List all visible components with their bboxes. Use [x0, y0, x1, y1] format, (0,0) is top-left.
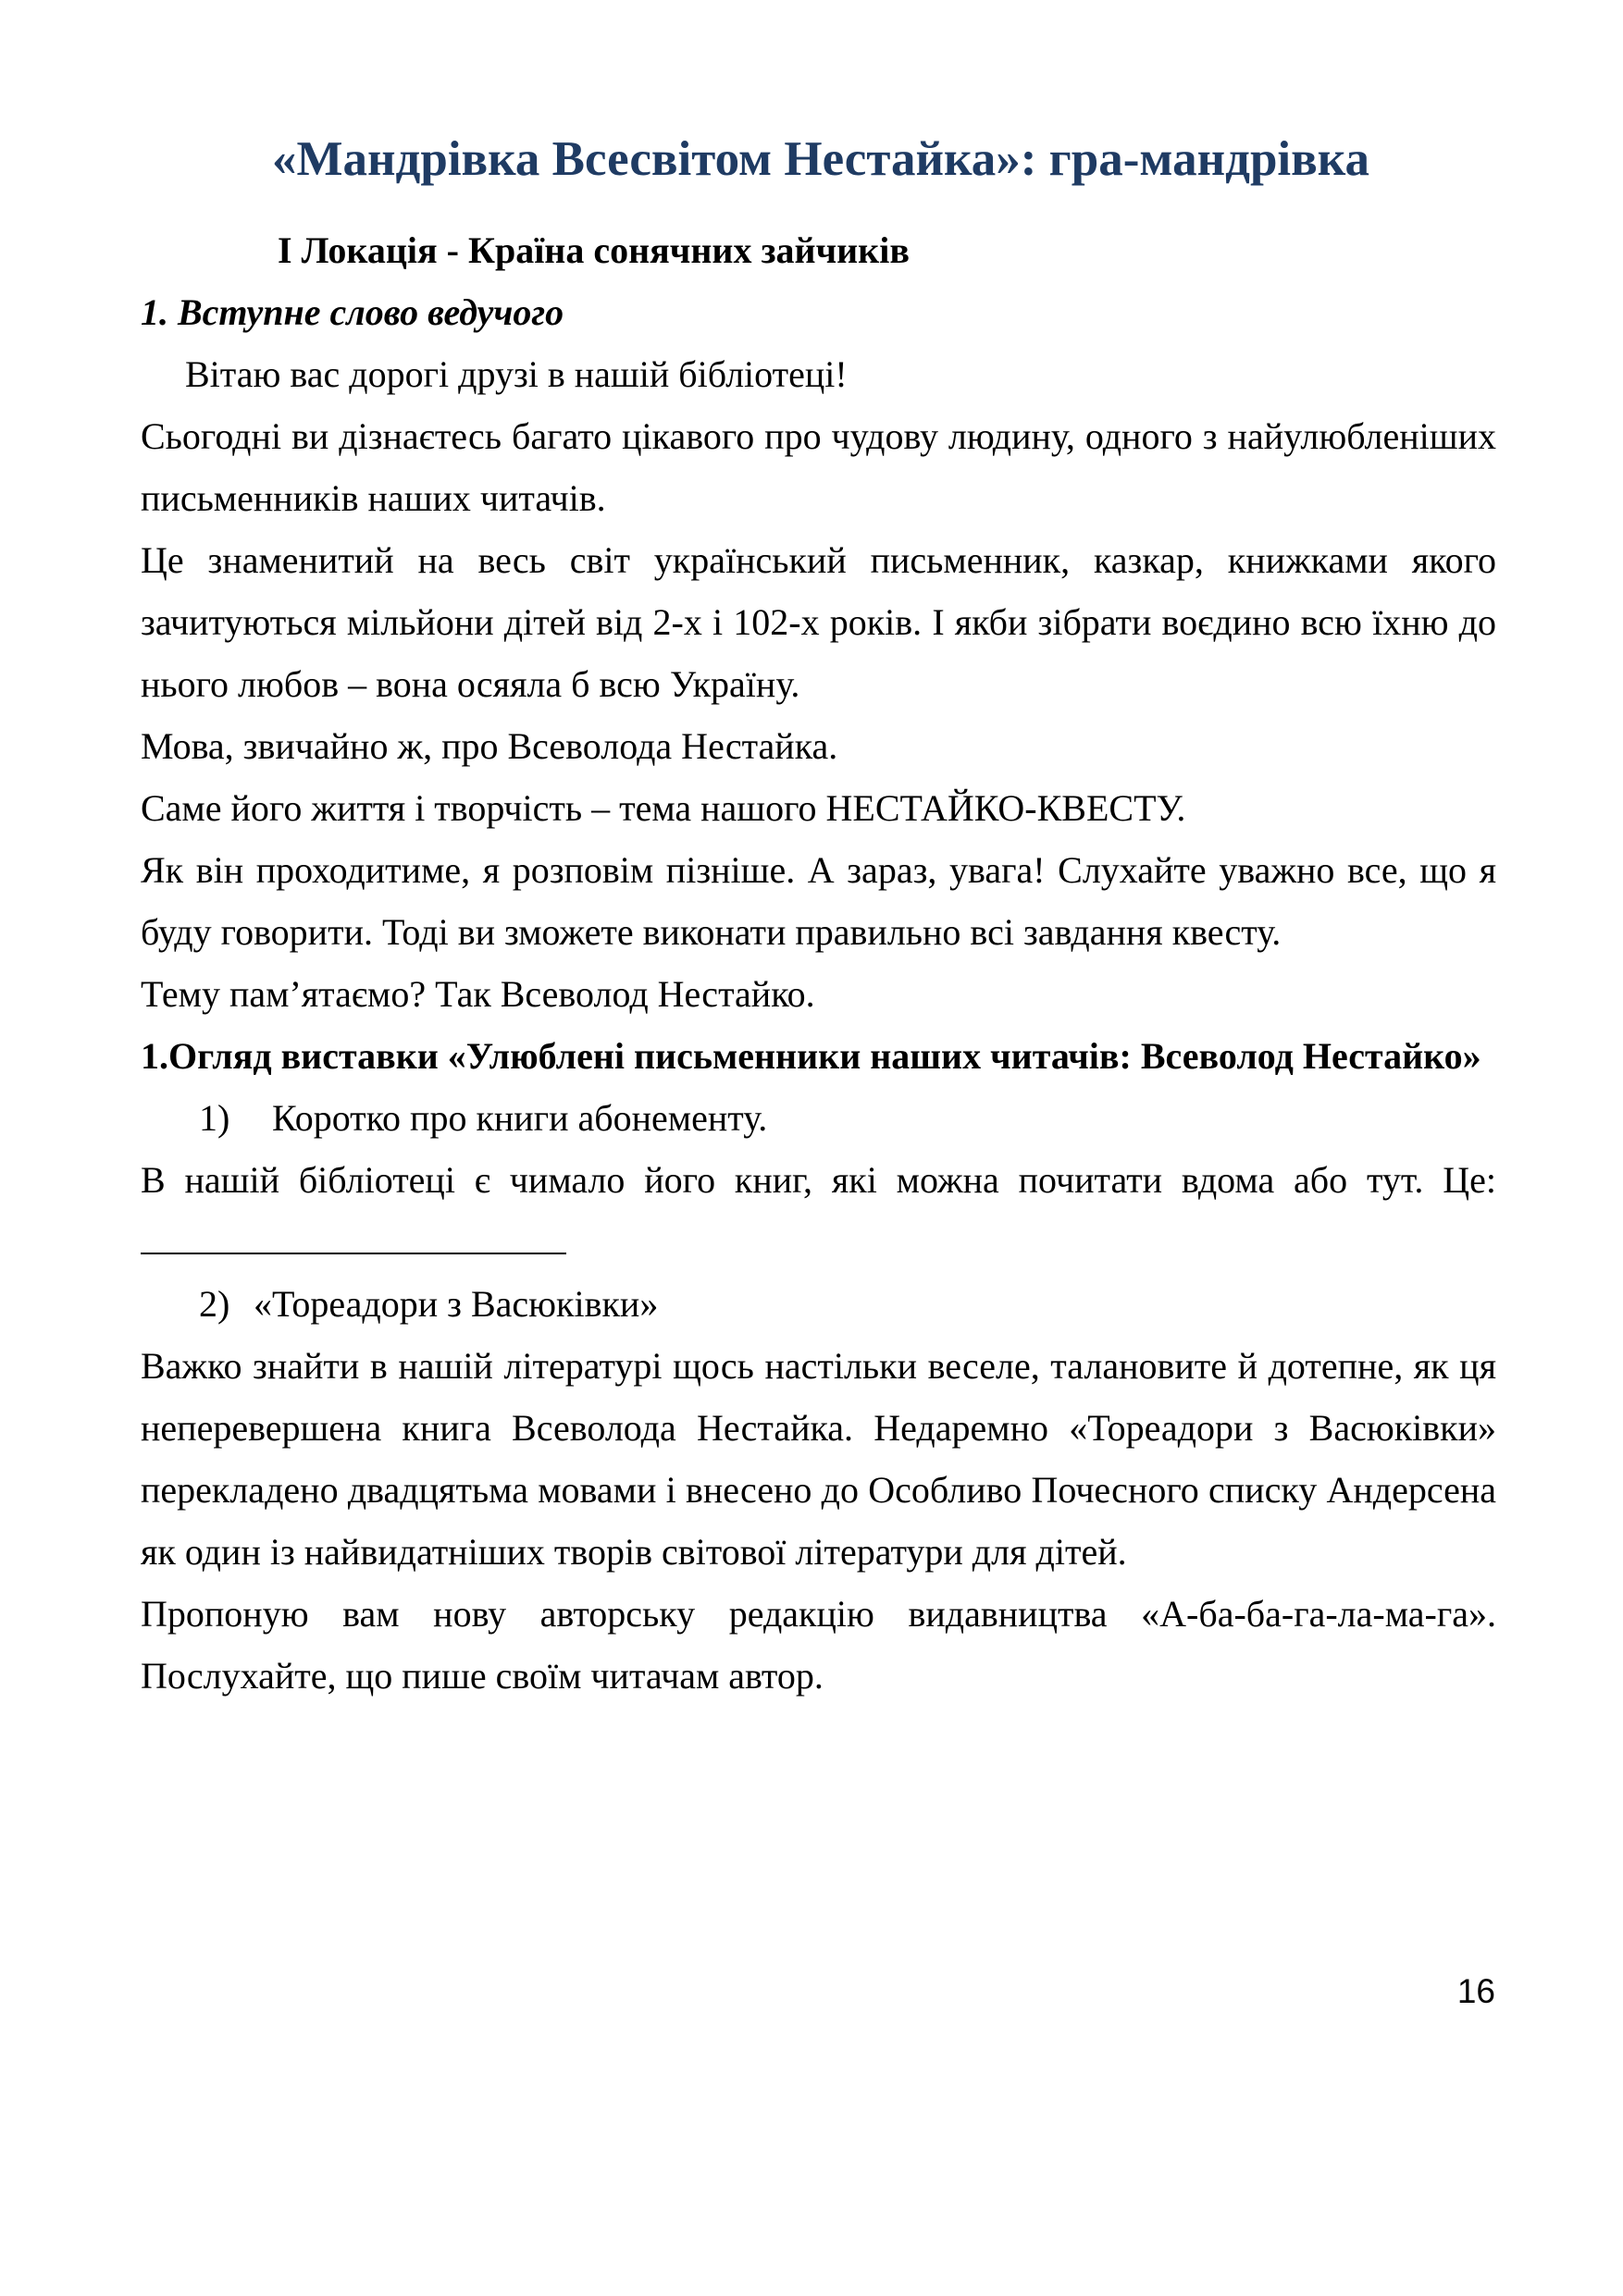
- fill-in-blank-line: [141, 1247, 566, 1254]
- paragraph-new-edition: Пропоную вам нову авторську редакцію видавництва «А-ба-ба-га-ла-ма-га». Послухайте, що пише своїм читачам автор.: [141, 1593, 1496, 1697]
- paragraph-famous-writer: Це знаменитий на весь світ український письменник, казкар, книжками якого зачитуються мільйони дітей від 2-х і 102-х років. І якби зібрати воєдино всю їхню до нього любов – вона осяяла б всю Україну.: [141, 539, 1496, 705]
- location-heading: І Локація - Країна сонячних зайчиків: [278, 229, 910, 271]
- paragraph-remember-theme: Тему пам’ятаємо? Так Всеволод Нестайко.: [141, 973, 815, 1015]
- section-heading-exhibition: 1.Огляд виставки «Улюблені письменники наших читачів: Всеволод Нестайко»: [141, 1035, 1481, 1077]
- section-heading-intro: 1. Вступне слово ведучого: [141, 291, 564, 333]
- document-title: «Мандрівка Всесвітом Нестайка»: гра-мандрівка: [271, 132, 1370, 186]
- paragraph-toreadors-description: Важко знайти в нашій літературі щось настільки веселе, талановите й дотепне, як ця неперевершена книга Всеволода Нестайка. Недаремно «Тореадори з Васюківки» перекладено двадцятьма мовами і внесено до Особливо Почесного списку Андерсена як один із найвидатніших творів світової літератури для дітей.: [141, 1345, 1496, 1573]
- paragraph-today: Сьогодні ви дізнаєтесь багато цікавого про чудову людину, одного з найулюбленіших письменників наших читачів.: [141, 415, 1496, 519]
- document-body: [141, 219, 1496, 1707]
- list-item-toreadors: [141, 1273, 1496, 1335]
- paragraph-attention: Як він проходитиме, я розповім пізніше. А зараз, увага! Слухайте уважно все, що я буду говорити. Тоді ви зможете виконати правильно всі завдання квесту.: [141, 849, 1496, 953]
- paragraph-about-nestaiko: Мова, звичайно ж, про Всеволода Нестайка.: [141, 725, 838, 767]
- list-item-text: «Тореадори з Васюківки»: [254, 1283, 659, 1325]
- paragraph-library-books: [141, 1149, 1496, 1273]
- list-item-subscription-books: [141, 1087, 1496, 1149]
- page-number: 16: [1456, 1972, 1495, 2010]
- greeting-paragraph: Вітаю вас дорогі друзі в нашій бібліотеці!: [185, 353, 848, 395]
- paragraph-library-books-text: В нашій бібліотеці є чимало його книг, які можна почитати вдома або тут. Це:: [141, 1159, 1496, 1201]
- list-item-number: 1): [199, 1097, 230, 1139]
- paragraph-quest-theme: Саме його життя і творчість – тема нашого НЕСТАЙКО-КВЕСТУ.: [141, 787, 1186, 829]
- list-item-text: Коротко про книги абонементу.: [272, 1097, 768, 1139]
- list-item-number: 2): [199, 1283, 230, 1325]
